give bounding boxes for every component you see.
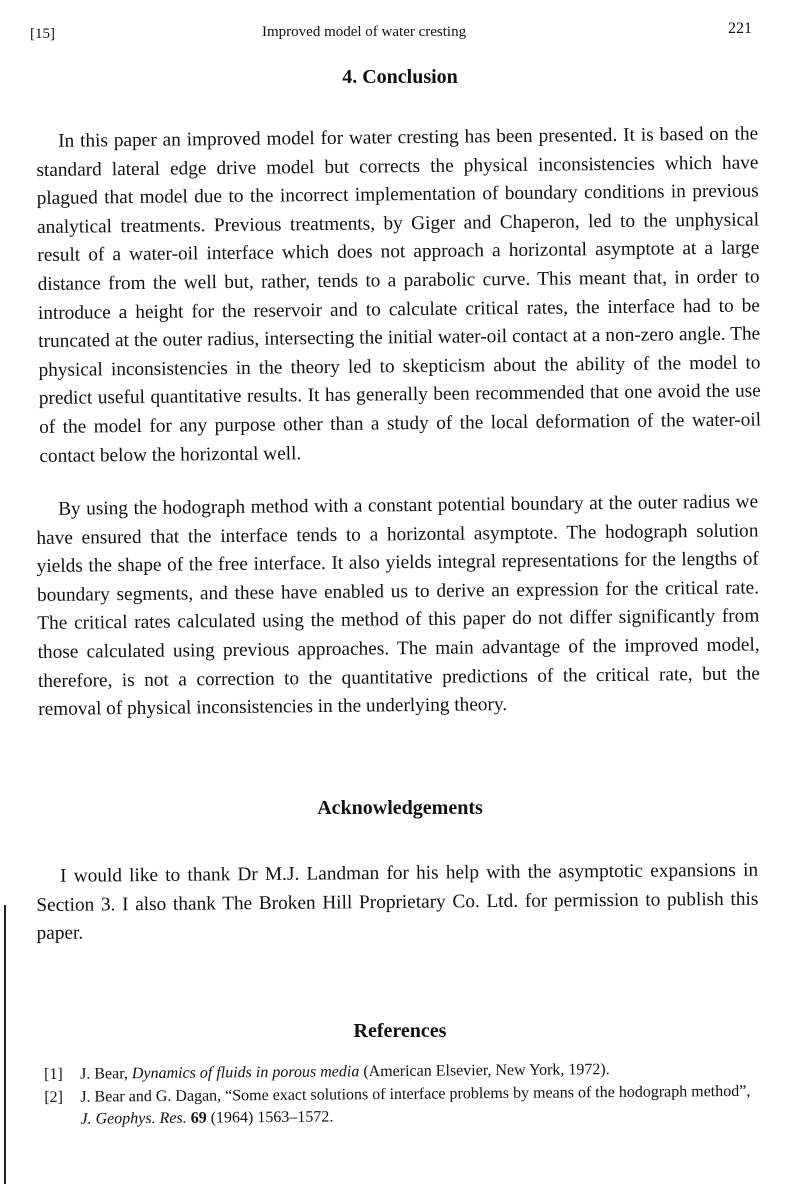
- reference-volume: 69: [190, 1109, 207, 1127]
- references-heading: References: [353, 1020, 447, 1042]
- page-number: 221: [728, 20, 752, 37]
- reference-number: [2]: [44, 1088, 64, 1106]
- acknowledgements-heading: Acknowledgements: [317, 797, 483, 819]
- reference-item: [44, 1081, 764, 1131]
- conclusion-paragraph-1: In this paper an improved model for water cresting has been presented. It is based on the standard lateral edge drive model but corrects the physical inconsistencies which have plagued that model due to the incorrect implementation of boundary conditions in previous analytical treatments. Previous treatments, by Giger and Chaperon, led to the unphysical result of a water-oil interface which does not approach a horizontal asymptote at a large distance from the well but, rather, tends to a parabolic curve. This meant that, in order to introduce a height for the reservoir and to calculate critical rates, the interface had to be truncated at the outer radius, intersecting the initial water-oil contact at a non-zero angle. The physical inconsistencies in the theory led to skepticism about the ability of the model to predict useful quantitative results. It has generally been recommended that one avoid the use of the model for any purpose other than a study of the local deformation of the water-oil contact below the horizontal well.: [36, 123, 762, 467]
- reference-title: “Some exact solutions of interface problems by means of the hodograph method”,: [225, 1082, 751, 1105]
- running-head-chapter: [15]: [30, 26, 55, 42]
- reference-details: (1964) 1563–1572.: [206, 1108, 334, 1127]
- reference-list: [44, 1058, 765, 1132]
- reference-title: Dynamics of fluids in porous media: [131, 1063, 360, 1083]
- reference-authors: J. Bear and G. Dagan,: [80, 1087, 226, 1106]
- reference-details: (American Elsevier, New York, 1972).: [359, 1061, 610, 1081]
- running-head: [30, 22, 760, 46]
- running-head-title: Improved model of water cresting: [262, 24, 467, 40]
- reference-authors: J. Bear,: [80, 1065, 132, 1083]
- conclusion-heading: 4. Conclusion: [342, 66, 458, 88]
- conclusion-paragraph-2: By using the hodograph method with a constant potential boundary at the outer radius we have ensured that the interface tends to a horizontal asymptote. The hodograph solution yields the shape of the free interface. It also yields integral representations for the lengths of boundary segments, and these have enabled us to derive an expression for the critical rate. The critical rates calculated using the method of this paper do not differ significantly from those calculated using previous approaches. The main advantage of the improved model, therefore, is not a correction to the quantitative predictions of the critical rate, but the removal of physical inconsistencies in the underlying theory.: [36, 491, 761, 721]
- reference-journal: J. Geophys. Res.: [80, 1109, 187, 1128]
- margin-rule: [4, 905, 6, 1184]
- acknowledgements-paragraph: I would like to thank Dr M.J. Landman for his help with the asymptotic expansions in Section 3. I also thank The Broken Hill Proprietary Co. Ltd. for permission to publish this paper.: [36, 859, 759, 945]
- reference-number: [1]: [44, 1065, 63, 1083]
